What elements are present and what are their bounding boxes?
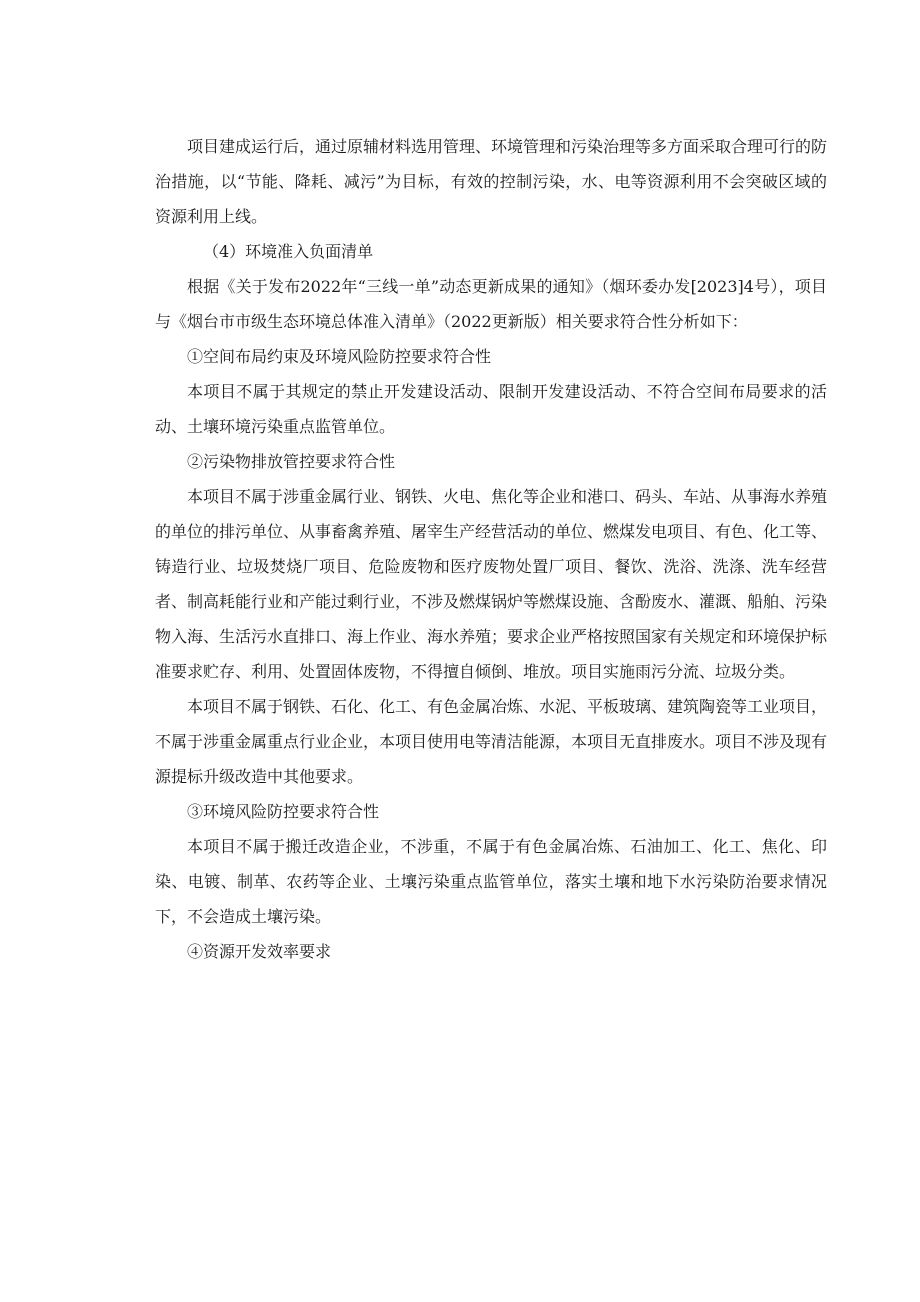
subheading-resource-efficiency: ④资源开发效率要求	[187, 942, 332, 961]
paragraph-spatial-layout: 本项目不属于其规定的禁止开发建设活动、限制开发建设活动、不符合空间布局要求的活动、土壤环境污染重点监管单位。	[155, 382, 827, 436]
paragraph-notice-reference: 根据《关于发布2022年“三线一单”动态更新成果的通知》（烟环委办发[2023]4号），项目与《烟台市市级生态环境总体准入清单》（2022更新版）相关要求符合性分析如下：	[155, 277, 827, 331]
paragraph-pollutant-discharge: 本项目不属于涉重金属行业、钢铁、火电、焦化等企业和港口、码头、车站、从事海水养殖的单位的排污单位、从事畜禽养殖、屠宰生产经营活动的单位、燃煤发电项目、有色、化工等、铸造行业、垃圾焚烧厂项目、危险废物和医疗废物处置厂项目、餐饮、洗浴、洗涤、洗车经营者、制高耗能行业和产能过剩行业，不涉及燃煤锅炉等燃煤设施、含酚废水、灌溉、船舶、污染物入海、生活污水直排口、海上作业、海水养殖；要求企业严格按照国家有关规定和环境保护标准要求贮存、利用、处置固体废物，不得擅自倾倒、堆放。项目实施雨污分流、垃圾分类。	[155, 487, 828, 681]
subheading-spatial-layout: ①空间布局约束及环境风险防控要求符合性	[187, 347, 492, 366]
paragraph-environmental-risk: 本项目不属于搬迁改造企业，不涉重，不属于有色金属冶炼、石油加工、化工、焦化、印染、电镀、制革、农药等企业、土壤污染重点监管单位，落实土壤和地下水污染防治要求情况下，不会造成土壤污染。	[155, 837, 827, 926]
heading-negative-list: （4）环境准入负面清单	[203, 242, 374, 261]
subheading-environmental-risk: ③环境风险防控要求符合性	[187, 802, 380, 821]
document-page	[155, 129, 827, 969]
subheading-pollutant-discharge: ②污染物排放管控要求符合性	[187, 452, 396, 471]
paragraph-industry-type: 本项目不属于钢铁、石化、化工、有色金属冶炼、水泥、平板玻璃、建筑陶瓷等工业项目，不属于涉重金属重点行业企业，本项目使用电等清洁能源，本项目无直排废水。项目不涉及现有源提标升级改造中其他要求。	[155, 697, 828, 786]
paragraph-resource-utilization: 项目建成运行后，通过原辅材料选用管理、环境管理和污染治理等多方面采取合理可行的防治措施，以“节能、降耗、减污”为目标，有效的控制污染，水、电等资源利用不会突破区域的资源利用上线。	[155, 137, 828, 226]
